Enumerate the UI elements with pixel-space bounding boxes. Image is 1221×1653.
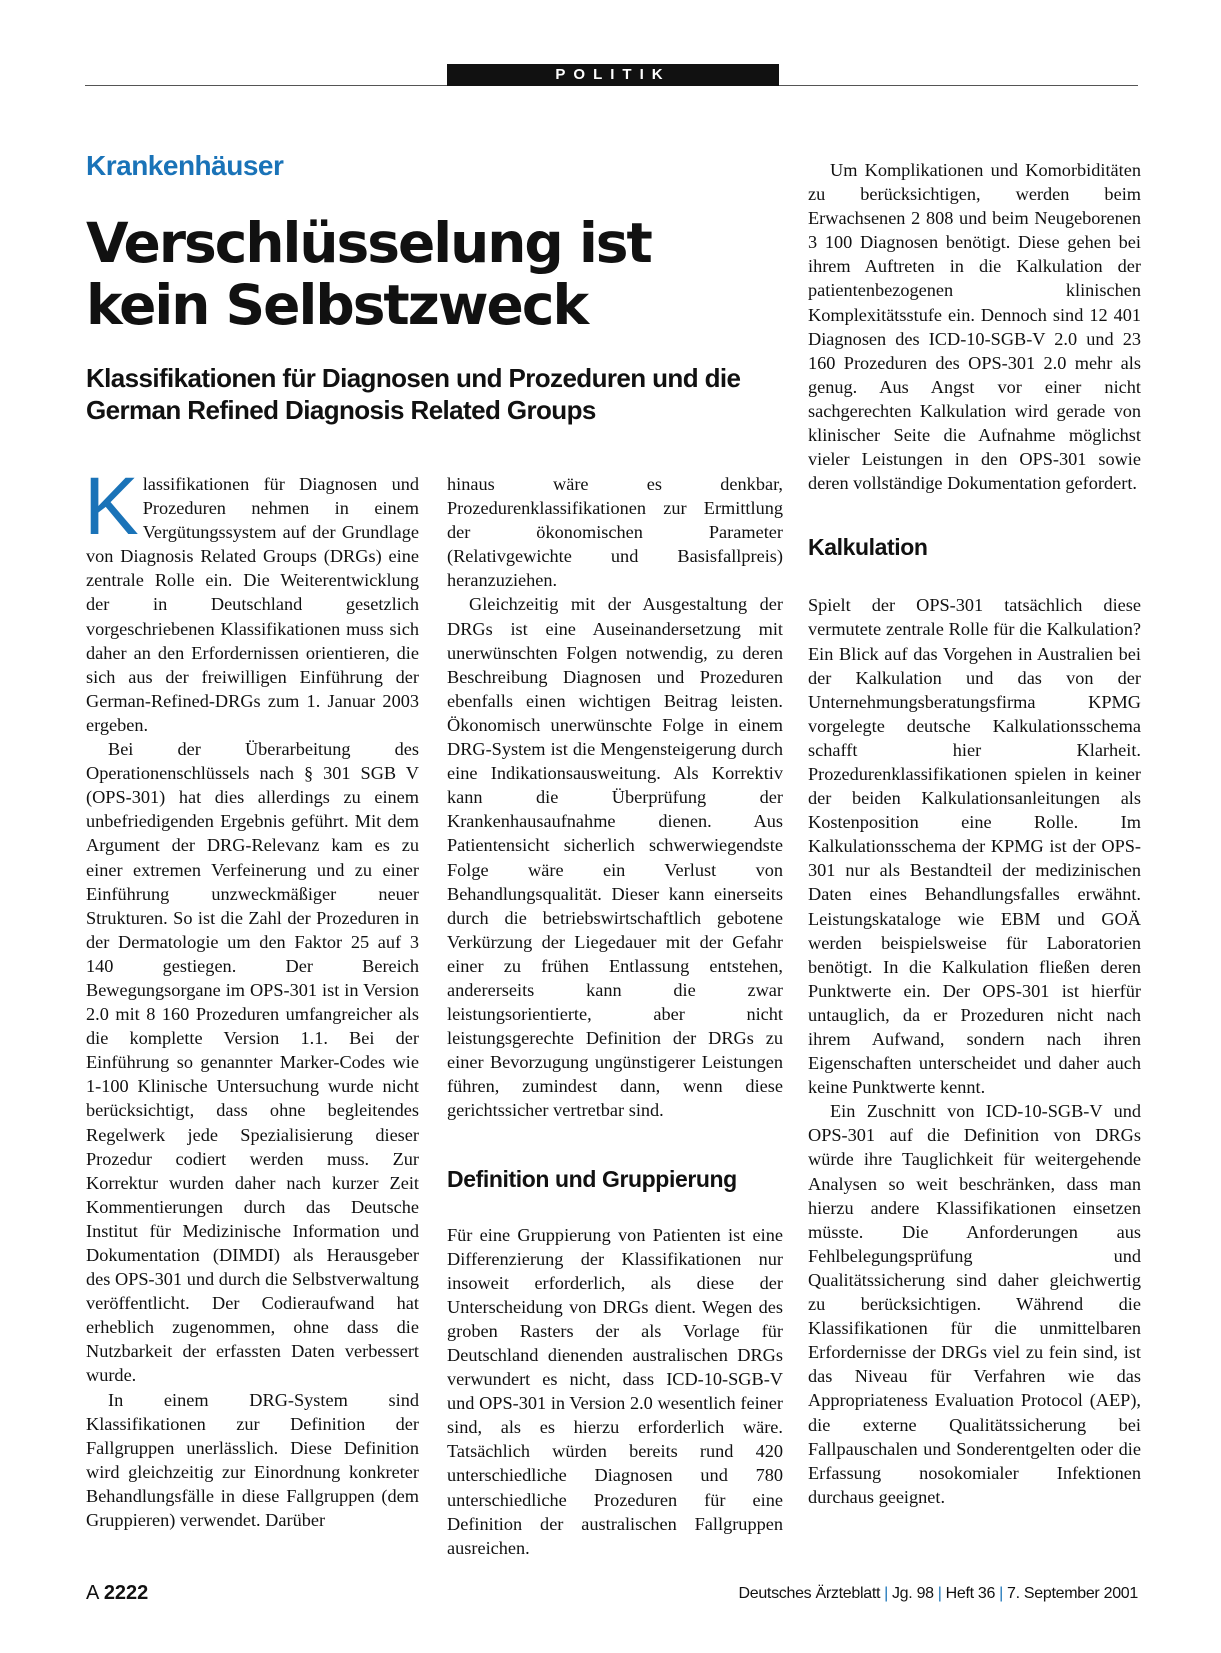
article-kicker: Krankenhäuser bbox=[86, 150, 284, 181]
text-column-3 bbox=[808, 158, 1141, 1509]
section-heading: Kalkulation bbox=[808, 534, 928, 561]
page-number bbox=[86, 1582, 148, 1605]
paragraph: Um Komplikationen und Komorbiditäten zu berücksichtigen, werden beim Erwachsenen 2 808 und beim Neugeborenen 3 100 Diagnosen benötigt. Diese gehen bei ihrem Auftreten in die Kalkulation der patientenbezogenen klinischen Komplexitätsstufe ein. Dennoch sind 12 401 Diagnosen des ICD-10-SGB-V 2.0 und 23 160 Prozeduren des OPS-301 2.0 mehr als genug. Aus Angst vor einer nicht sachgerechten Kalkulation wird gerade von klinischer Seite die Aufnahme möglichst vieler Leistungen in den OPS-301 sowie deren vollständige Dokumentation gefordert. bbox=[808, 160, 1141, 494]
journal-info bbox=[738, 1585, 1138, 1603]
page-prefix: A bbox=[86, 1582, 99, 1604]
text-column-1 bbox=[84, 461, 419, 1532]
paragraph: In einem DRG-System sind Klassifikationen zur Definition der Fallgruppen unerlässlich. Diese Definition wird gleichzeitig zur Einordnung konkreter Behandlungsfälle in diese Fallgruppen (dem Gruppieren) verwendet. Darüber bbox=[86, 1389, 419, 1531]
section-heading: Definition und Gruppierung bbox=[447, 1165, 737, 1192]
separator: | bbox=[884, 1585, 888, 1602]
paragraph: Bei der Überarbeitung des Operationenschlüssels nach § 301 SGB V (OPS-301) hat dies allerdings zu einem unbefriedigenden Ergebnis geführt. Mit dem Argument der DRG-Relevanz kam es zu einer extremen Verfeinerung und zu einer Einführung unzweckmäßiger neuer Strukturen. So ist die Zahl der Prozeduren in der Dermatologie um den Faktor 25 auf 3 140 gestiegen. Der Bereich Bewegungsorgane im OPS-301 ist in Version 2.0 mit 8 160 Prozeduren umfangreicher als die komplette Version 1.1. Bei der Einführung so genannter Marker-Codes wie 1-100 Klinische Untersuchung wurde nicht berücksichtigt, dass ohne begleitendes Regelwerk jede Spezialisierung dieser Prozedur codiert werden muss. Zur Korrektur wurden daher nach kurzer Zeit Kommentierungen durch das Deutsche Institut für Medizinische Information und Dokumentation (DIMDI) als Herausgeber des OPS-301 und durch die Selbstverwaltung veröffentlicht. Der Codieraufwand hat erheblich zugenommen, ohne dass die Nutzbarkeit der erfassten Daten verbessert wurde. bbox=[86, 739, 419, 1386]
journal-name: Deutsches Ärzteblatt bbox=[738, 1585, 881, 1602]
text-column-2 bbox=[447, 472, 783, 1560]
separator: | bbox=[999, 1585, 1003, 1602]
paragraph: hinaus wäre es denkbar, Prozedurenklassifikationen zur Ermittlung der ökonomischen Parameter (Relativgewichte und Basisfallpreis) heranzuziehen. bbox=[447, 474, 783, 591]
paragraph-text: lassifikationen für Diagnosen und Prozeduren nehmen in einem Vergütungssystem auf der Grundlage von Diagnosis Related Groups (DRGs) eine zentrale Rolle ein. Die Weiterentwicklung der in Deutschland gesetzlich vorgeschriebenen Klassifikationen muss sich daher an den Erfordernissen orientieren, die sich aus der freiwilligen Einführung der German-Refined-DRGs zum 1. Januar 2003 ergeben. bbox=[86, 474, 419, 735]
paragraph: Gleichzeitig mit der Ausgestaltung der DRGs ist eine Auseinandersetzung mit unerwünschten Folgen notwendig, zu deren Beschreibung Diagnosen und Prozeduren ebenfalls einen wichtigen Beitrag leisten. Ökonomisch unerwünschte Folge in einem DRG-System ist die Mengensteigerung durch eine Indikationsausweitung. Als Korrektiv kann die Überprüfung der Krankenhausaufnahme dienen. Aus Patientensicht sicherlich schwerwiegendste Folge wäre ein Verlust von Behandlungsqualität. Dieser kann einerseits durch die betriebswirtschaftlich gebotene Verkürzung der Liegedauer mit der Gefahr einer zu frühen Entlassung entstehen, andererseits kann die zwar leistungsorientierte, aber nicht leistungsgerechte Definition der DRGs zu einer Bevorzugung ungünstigerer Leistungen führen, zumindest dann, wenn diese gerichtssicher vertretbar sind. bbox=[447, 594, 783, 1121]
drop-cap: K bbox=[84, 461, 139, 552]
paragraph: Spielt der OPS-301 tatsächlich diese vermutete zentrale Rolle für die Kalkulation? Ein Blick auf das Vorgehen in Australien bei der Kalkulation und das von der Unternehmungsberatungsfirma KPMG vorgelegte deutsche Kalkulationsschema schafft hier Klarheit. Prozedurenklassifikationen spielen in keiner der beiden Kalkulationsanleitungen als Kostenposition eine Rolle. Im Kalkulationsschema der KPMG ist der OPS-301 nur als Bestandteil der medizinischen Daten eines Behandlungsfalles erwähnt. Leistungskataloge wie EBM und GOÄ werden beispielsweise für Laboratorien benötigt. In die Kalkulation fließen deren Punktwerte ein. Der OPS-301 ist hierfür untauglich, da er Prozeduren nicht nach ihrem Aufwand, sondern nach ihren Eigenschaften unterscheidet und daher auch keine Punktwerte kennt. bbox=[808, 595, 1141, 1098]
journal-volume: Jg. 98 bbox=[891, 1585, 934, 1602]
article-subtitle: Klassifikationen für Diagnosen und Prozeduren und die German Refined Diagnosis Related Groups bbox=[86, 363, 741, 425]
paragraph: Für eine Gruppierung von Patienten ist eine Differenzierung der Klassifikationen nur insoweit erforderlich, als diese der Unterscheidung von DRGs dient. Wegen des groben Rasters der als Vorlage für Deutschland dienenden australischen DRGs verwundert es nicht, dass ICD-10-SGB-V und OPS-301 in Version 2.0 wesentlich feiner sind, als es hierzu erforderlich wäre. Tatsächlich würden bereits rund 420 unterschiedliche Diagnosen und 780 unterschiedliche Prozeduren für eine Definition der australischen Fallgruppen ausreichen. bbox=[447, 1224, 783, 1558]
paragraph bbox=[84, 461, 419, 737]
article-title: Verschlüsselung ist kein Selbstzweck bbox=[86, 211, 651, 337]
separator: | bbox=[937, 1585, 942, 1602]
paragraph: Ein Zuschnitt von ICD-10-SGB-V und OPS-301 auf die Definition von DRGs würde ihre Tauglichkeit für weitergehende Analysen so weit beschränken, dass man hierzu andere Klassifikationen einsetzen müsste. Die Anforderungen aus Fehlbelegungsprüfung und Qualitätssicherung sind daher gleichwertig zu berücksichtigen. Während die Klassifikationen für die unmittelbaren Erfordernisse der DRGs viel zu fein sind, ist das Niveau für Verfahren wie das Appropriateness Evaluation Protocol (AEP), die externe Qualitätssicherung bei Fallpauschalen und Sonderentgelten oder die Erfassung nosokomialer Infektionen durchaus geeignet. bbox=[808, 1101, 1141, 1507]
journal-date: 7. September 2001 bbox=[1007, 1585, 1138, 1602]
page-number-value: 2222 bbox=[103, 1582, 149, 1604]
journal-issue: Heft 36 bbox=[945, 1585, 996, 1602]
section-label: POLITIK bbox=[447, 64, 779, 86]
